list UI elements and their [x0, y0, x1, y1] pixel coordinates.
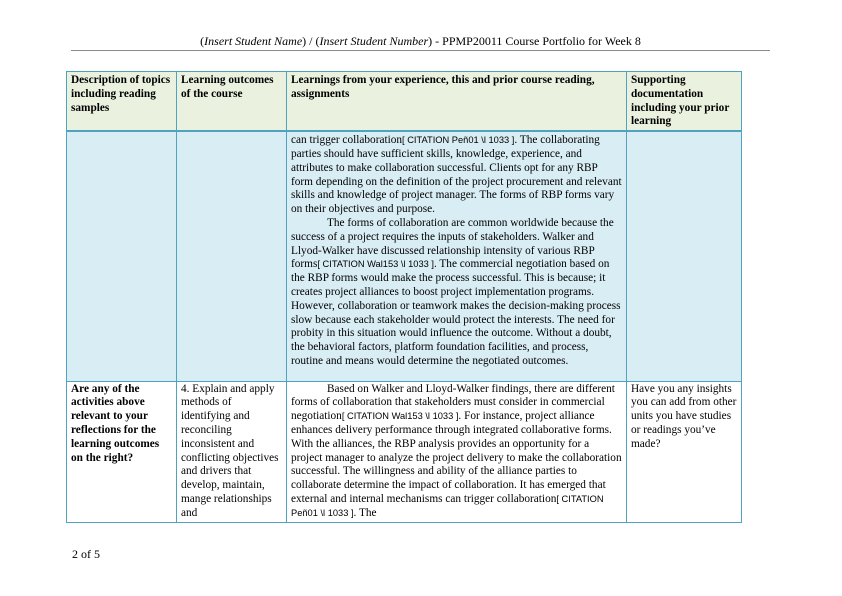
cell-learnings: [287, 381, 627, 522]
header-description: Description of topics including reading samples: [67, 72, 177, 132]
course-title: PPMP20011 Course Portfolio for Week 8: [442, 34, 641, 48]
table-row: [67, 381, 742, 522]
portfolio-table: [66, 71, 742, 523]
citation: [ CITATION Wal153 \l 1033 ]: [341, 411, 459, 422]
cell-supporting-empty: [627, 131, 742, 381]
table-header-row: [67, 72, 742, 132]
page-number: 2 of 5: [72, 547, 100, 561]
paragraph: The forms of collaboration are common worldwide because the success of a project requires the inputs of stakeholders. Walker and Llyod-Walker have discussed relationship intensity of various RBP forms[ CITATION Wal153 \l 1033 ]. The commercial negotiation based on the RBP forms would make the process successful. This is because; it creates project alliances to boost project implementation programs. However, collaboration or teamwork makes the decision-making process slow because each stakeholder would protect the interests. The need for probity in this situation would influence the outcome. Without a doubt, the behavioral factors, platform foundation facilities, and process, routine and means would determine the negotiated outcomes.: [291, 216, 621, 367]
cell-outcome-empty: [177, 131, 287, 381]
header-learnings: Learnings from your experience, this and prior course reading, assignments: [287, 72, 627, 132]
cell-description-empty: [67, 131, 177, 381]
citation: [ CITATION Peñ01 \l 1033 ]: [291, 494, 604, 518]
paragraph: can trigger collaboration[ CITATION Peñ01 \l 1033 ]. The collaborating parties should have sufficient skills, knowledge, experience, and attributes to make collaboration successful. Clients opt for any RBP form depending on the definition of the project procurement and relevant skills and knowledge of project manager. The forms of RBP forms vary on their objectives and purpose.: [291, 134, 622, 216]
header-learning-outcomes: Learning outcomes of the course: [177, 72, 287, 132]
table-row-continued: [67, 131, 742, 381]
cell-learning-outcome: 4. Explain and apply methods of identifying and reconciling inconsistent and conflicting objectives and drivers that develop, maintain, mange relationships and: [177, 381, 287, 522]
student-number: Insert Student Number: [319, 34, 429, 48]
cell-description: Are any of the activities above relevant to your reflections for the learning outcomes on the right?: [67, 381, 177, 522]
page-header: (Insert Student Name) / (Insert Student Number) - PPMP20011 Course Portfolio for Week 8: [71, 34, 770, 51]
header-supporting-docs: Supporting documentation including your prior learning: [627, 72, 742, 132]
cell-supporting: Have you any insights you can add from other units you have studies or readings you’ve made?: [627, 381, 742, 522]
citation: [ CITATION Peñ01 \l 1033 ]: [402, 135, 515, 146]
paragraph: Based on Walker and Lloyd-Walker findings, there are different forms of collaboration that stakeholders must consider in commercial negotiation[ CITATION Wal153 \l 1033 ]. For instance, project alliance enhances delivery performance through integrated collaborative forms. With the alliances, the RBP analysis provides an opportunity for a project manager to analyze the project delivery to make the collaboration successful. The willingness and ability of the alliance parties to collaborate determine the impact of collaboration. It has emerged that external and internal mechanisms can trigger collaboration[ CITATION Peñ01 \l 1033 ]. The: [291, 382, 622, 519]
student-name: Insert Student Name: [204, 34, 303, 48]
citation: [ CITATION Wal153 \l 1033 ]: [317, 259, 434, 270]
cell-learnings-continued: [287, 131, 627, 381]
